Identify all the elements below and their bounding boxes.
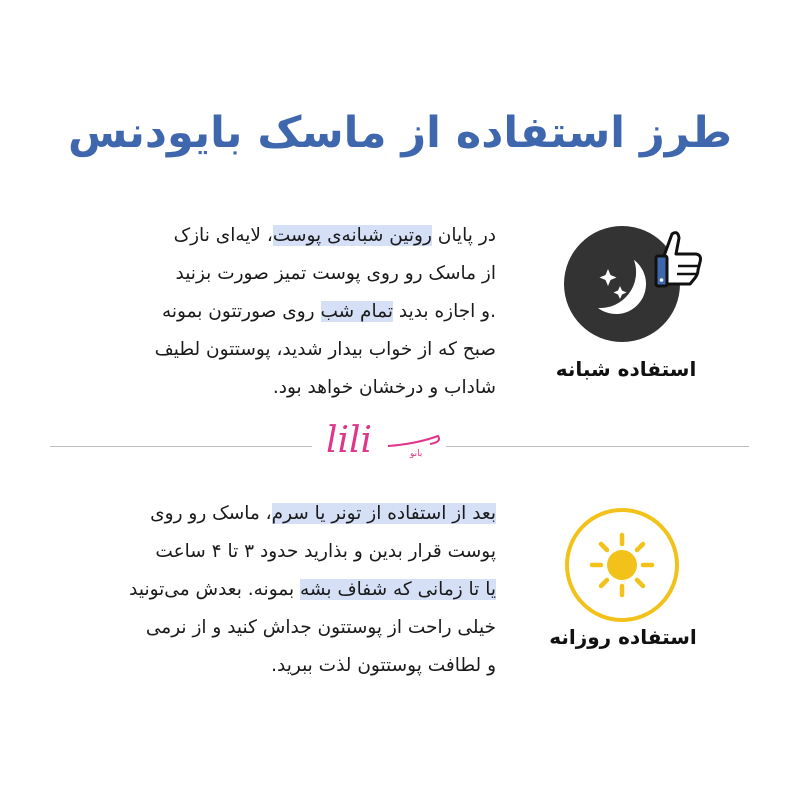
paragraph-line: در پایان روتین شبانه‌ی پوست، لایه‌ای نازک bbox=[173, 225, 496, 246]
paragraph-line: یا تا زمانی که شفاف بشه بمونه. بعدش می‌تونید bbox=[129, 579, 496, 600]
night-usage-label: استفاده شبانه bbox=[555, 357, 697, 381]
day-usage-paragraph bbox=[38, 495, 496, 685]
highlight: یا تا زمانی که شفاف بشه bbox=[300, 579, 496, 600]
svg-text:بانو: بانو bbox=[410, 449, 423, 459]
paragraph-line: شاداب و درخشان خواهد بود. bbox=[272, 377, 496, 398]
highlight: روتین شبانه‌ی پوست bbox=[272, 225, 432, 246]
paragraph-line: بعد از استفاده از تونر یا سرم، ماسک رو روی bbox=[150, 503, 496, 524]
paragraph-line: و لطافت پوستتون لذت ببرید. bbox=[271, 655, 496, 676]
paragraph-line: صبح که از خواب بیدار شدید، پوستتون لطیف bbox=[154, 339, 496, 360]
lili-logo bbox=[318, 418, 446, 466]
moon-stars-thumbs-up-icon bbox=[560, 222, 710, 342]
highlight: تمام شب bbox=[320, 301, 393, 322]
paragraph-line: پوست قرار بدین و بذارید حدود ۳ تا ۴ ساعت bbox=[155, 541, 496, 562]
night-usage-paragraph bbox=[38, 217, 496, 407]
sun-icon bbox=[562, 505, 682, 625]
divider-line bbox=[446, 446, 749, 447]
paragraph-line: .و اجازه بدید تمام شب روی صورتتون بمونه bbox=[161, 301, 496, 322]
page-title: طرز استفاده از ماسک بایودنس bbox=[68, 108, 732, 158]
paragraph-line: از ماسک رو روی پوست تمیز صورت بزنید bbox=[175, 263, 496, 284]
divider-line bbox=[50, 446, 312, 447]
highlight: بعد از استفاده از تونر یا سرم bbox=[271, 503, 496, 524]
day-usage-label: استفاده روزانه bbox=[549, 625, 697, 649]
svg-text:lili: lili bbox=[326, 420, 373, 461]
paragraph-line: خیلی راحت از پوستتون جداش کنید و از نرمی bbox=[145, 617, 496, 638]
